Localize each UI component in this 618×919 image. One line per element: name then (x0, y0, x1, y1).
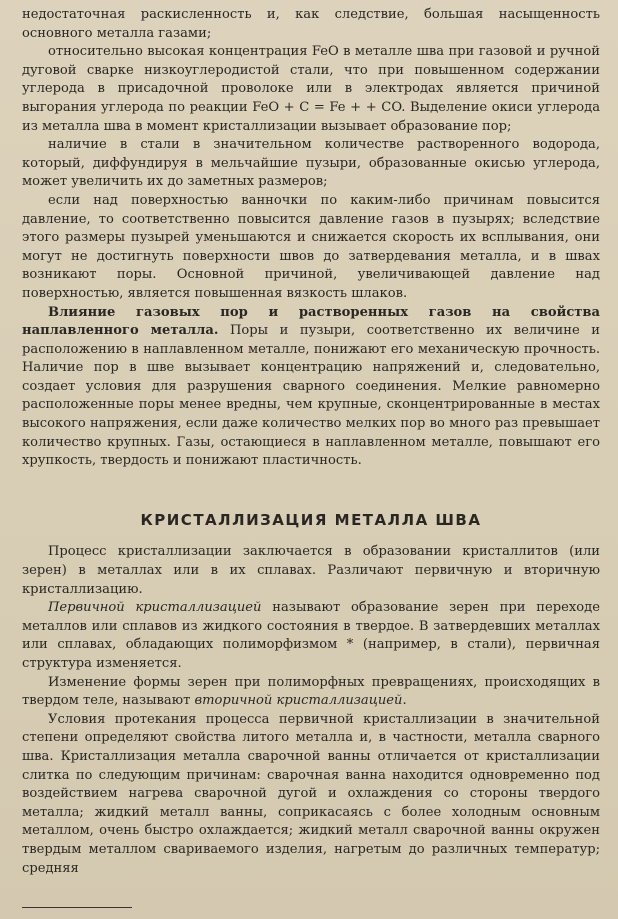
influence-text: Поры и пузыри, соответственно их величине и расположению в наплавленном металле, понижают его механическую прочность. Наличие пор в шве вызывает концентрацию напряжений и, следовательно, создает условия для разрушения сварного соединения. Мелкие равномерно расположенные поры менее вредны, чем крупные, сконцентрированные в местах высокого напряжения, если даже количество мелких пор во много раз превышает количество крупных. Газы, остающиеся в наплавленном металле, повышают его хрупкость, твердость и понижают пластичность. (22, 323, 600, 469)
paragraph-secondary-crystallization (22, 674, 600, 711)
primary-text: называют образование зерен при переходе металлов или сплавов из жидкого состояния в твердое. В затвердевших металлах или сплавах, обладающих полиморфизмом * (например, в стали), первичная структура изменяется. (22, 600, 600, 671)
text-column (22, 6, 600, 878)
paragraph-crystallization-process: Процесс кристаллизации заключается в образовании кристаллитов (или зерен) в металлах или в их сплавах. Различают первичную и вторичную кристаллизацию. (22, 544, 600, 597)
influence-lead: Влияние газовых пор и растворенных газов на свойства наплавленного металла. (22, 304, 600, 339)
secondary-text: Изменение формы зерен при полиморфных превращениях, происходящих в твердом теле, называют (22, 674, 600, 709)
primary-term: Первичной кристаллизацией (48, 600, 262, 616)
paragraph-deoxidation: недостаточная раскисленность и, как следствие, большая насыщенность основного металла газами; (22, 7, 600, 41)
paragraph-hydrogen: наличие в стали в значительном количестве растворенного водорода, который, диффундируя в мельчайшие пузыри, образованные окисью углерода, может увеличить их до заметных размеров; (22, 137, 600, 190)
paragraph-pressure: если над поверхностью ванночки по каким-либо причинам повысится давление, то соответственно повысится давление газов в пузырях; вследствие этого размеры пузырей уменьшаются и снижается скорость их всплывания, они могут не достигнуть поверхности швов до затвердевания металла, и в швах возникают поры. Основной причиной, увеличивающей давление над поверхностью, является повышенная вязкость шлаков. (22, 192, 600, 301)
secondary-end: . (402, 693, 407, 709)
paragraph-conditions: Условия протекания процесса первичной кристаллизации в значительной степени определяют свойства литого металла и, в частности, металла сварного шва. Кристаллизация металла сварочной ванны отличается от кристаллизации слитка по следующим причинам: сварочная ванна находится одновременно под воздействием нагрева сварочной дугой и охлаждения со стороны твердого металла; жидкий металл ванны, соприкасаясь с более холодным основным металлом, очень быстро охлаждается; жидкий металл сварочной ванны окружен твердым металлом свариваемого изделия, нагретым до различных температур; средняя (22, 711, 600, 876)
paragraph-feo-concentration: относительно высокая концентрация FeO в металле шва при газовой и ручной дуговой сварке низкоуглеродистой стали, что при повышенном содержании углерода в присадочной проволоке или в электродах является причиной выгорания углерода по реакции FeO + C = Fe + + CO. Выделение окиси углерода из металла шва в момент кристаллизации вызывает образование пор; (22, 44, 600, 134)
paragraph-primary-crystallization (22, 599, 600, 673)
paragraph-influence (22, 304, 600, 471)
section-heading: КРИСТАЛЛИЗАЦИЯ МЕТАЛЛА ШВА (140, 510, 482, 529)
footnote-rule (22, 907, 132, 908)
secondary-term: вторичной кристаллизацией (194, 693, 403, 709)
